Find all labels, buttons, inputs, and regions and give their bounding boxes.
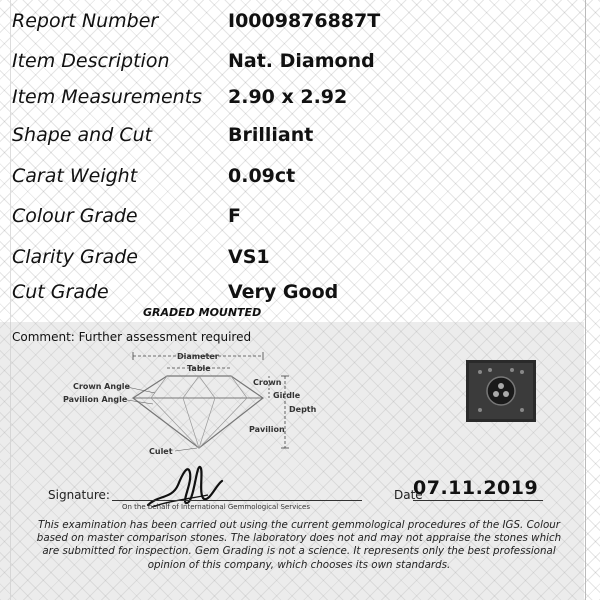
field-value: 0.09ct bbox=[228, 165, 296, 187]
diagram-diameter-label: Diameter bbox=[177, 352, 219, 361]
field-carat-weight bbox=[12, 165, 572, 195]
field-report-number bbox=[12, 10, 572, 40]
field-label: Item Description bbox=[12, 50, 170, 72]
diagram-table-label: Table bbox=[187, 364, 211, 373]
field-value: Nat. Diamond bbox=[228, 50, 375, 72]
field-item-measurements bbox=[12, 86, 572, 116]
field-label: Shape and Cut bbox=[12, 124, 153, 146]
field-label: Colour Grade bbox=[12, 205, 138, 227]
field-label: Clarity Grade bbox=[12, 246, 138, 268]
field-value: F bbox=[228, 205, 241, 227]
field-label: Carat Weight bbox=[12, 165, 138, 187]
date-value: 07.11.2019 bbox=[413, 477, 539, 499]
field-value: I0009876887T bbox=[228, 10, 381, 32]
field-value: 2.90 x 2.92 bbox=[228, 86, 348, 108]
signature-label: Signature: bbox=[48, 488, 110, 502]
signature-caption: On the behalf of International Gemmological Services bbox=[122, 503, 310, 511]
field-shape-and-cut bbox=[12, 124, 572, 154]
field-label: Cut Grade bbox=[12, 281, 109, 303]
date-line bbox=[413, 500, 543, 501]
field-label: Report Number bbox=[12, 10, 159, 32]
card-right-edge bbox=[585, 0, 586, 600]
field-item-description bbox=[12, 50, 572, 80]
field-cut-grade bbox=[12, 281, 572, 311]
diagram-crown-label: Crown bbox=[253, 378, 282, 387]
field-clarity-grade bbox=[12, 246, 572, 276]
diagram-girdle-label: Girdle bbox=[273, 391, 301, 400]
diagram-pavilion-angle-label: Pavilion Angle bbox=[63, 395, 128, 404]
diagram-depth-label: Depth bbox=[289, 405, 317, 414]
diagram-crown-angle-label: Crown Angle bbox=[73, 382, 130, 391]
field-value: Brilliant bbox=[228, 124, 314, 146]
comment-text: Comment: Further assessment required bbox=[12, 330, 252, 344]
diamond-proportions-diagram bbox=[55, 348, 345, 463]
diagram-culet-label: Culet bbox=[149, 447, 173, 456]
field-colour-grade bbox=[12, 205, 572, 235]
igs-hologram-logo bbox=[466, 360, 536, 422]
date-label: Date bbox=[394, 488, 423, 502]
diagram-pavilion-label: Pavilion bbox=[249, 425, 285, 434]
disclaimer-text: This examination has been carried out using the current gemmological procedures of the IGS. Colour based on master comparison stones. The laboratory does not and may not appraise the stones which are submitted for inspection. Gem Grading is not a science. It represents only the best professional opinion of this company, which chooses its own standards. bbox=[36, 519, 562, 571]
field-value: VS1 bbox=[228, 246, 270, 268]
field-value: Very Good bbox=[228, 281, 339, 303]
signature-line bbox=[112, 500, 362, 501]
field-label: Item Measurements bbox=[12, 86, 203, 108]
graded-mounted-note: GRADED MOUNTED bbox=[143, 306, 262, 319]
